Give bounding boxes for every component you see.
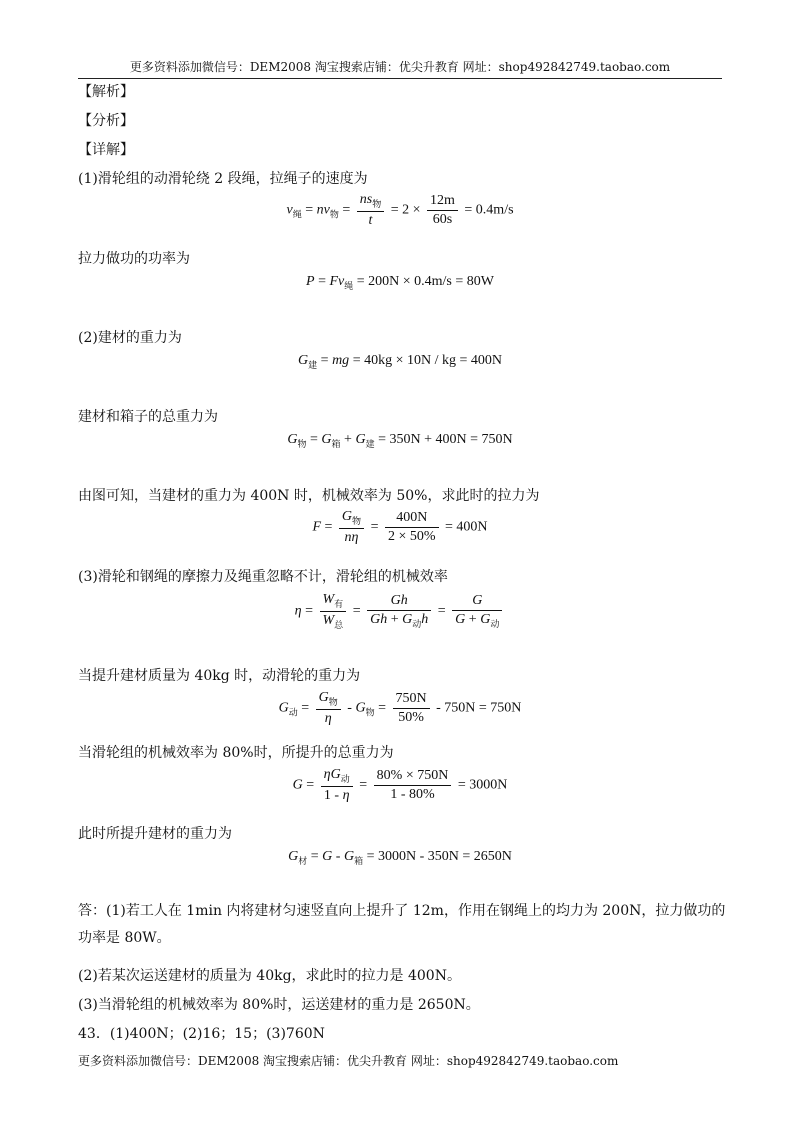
paragraph-power: 拉力做功的功率为 bbox=[78, 251, 190, 267]
formula-total-gravity: G = $\frac{\eta G_动}{1 - \eta}$ = $\frac{80\% \times 750N}{1 - 80\%}$ = 3000N bbox=[292, 767, 508, 803]
formula-material-gravity: $G_材 = G - G_箱 = 3000N - 350N = 2650N$ bbox=[288, 849, 512, 866]
formula-efficiency: η = $\frac{W_有}{W_总}$ = $\frac{Gh}{Gh + G_动h}$ = $\frac{G}{G + G_动}$ bbox=[0, 592, 800, 631]
answer-1: 答：(1)若工人在 1min 内将建材匀速竖直向上提升了 12m，作用在钢绳上的均力为 200N，拉力做功的功率是 80W。 bbox=[78, 903, 726, 946]
page-header: 更多资料添加微信号：DEM2008 淘宝搜索店铺：优尖升教育 网址：shop492842749.taobao.com bbox=[78, 58, 722, 79]
paragraph-total-gravity: 当滑轮组的机械效率为 80%时，所提升的总重力为 bbox=[78, 745, 394, 761]
paragraph-pulley-weight: 当提升建材质量为 40kg 时，动滑轮的重力为 bbox=[78, 668, 361, 684]
answer-2: (2)若某次运送建材的质量为 40kg，求此时的拉力是 400N。 bbox=[78, 968, 461, 984]
answer-3: (3)当滑轮组的机械效率为 80%时，运送建材的重力是 2650N。 bbox=[78, 997, 480, 1013]
answer-4: 43．(1)400N；(2)16；15；(3)760N bbox=[78, 1026, 325, 1042]
formula-pull-force: F = $\frac{G_物}{n\eta}$ = $\frac{400N}{2 \times 50\%}$ = 400N bbox=[312, 509, 488, 545]
formula-pulley-weight: $G_动$ = $\frac{G_物}{\eta}$ - $G_物$ = $\frac{750N}{50\%}$ - 750N = 750N bbox=[278, 690, 522, 726]
paragraph-rope-speed: (1)滑轮组的动滑轮绕 2 段绳，拉绳子的速度为 bbox=[78, 171, 368, 187]
label-fenxi: 【分析】 bbox=[78, 113, 134, 129]
formula-power: $P = Fv_绳 = 200N \times 0.4m/s = 80W$ bbox=[306, 274, 494, 291]
formula-material-weight: $G_建$ = mg = 40kg × 10N / kg = 400N bbox=[298, 353, 502, 370]
paragraph-efficiency: (3)滑轮和钢绳的摩擦力及绳重忽略不计，滑轮组的机械效率 bbox=[78, 569, 448, 585]
page-footer: 更多资料添加微信号：DEM2008 淘宝搜索店铺：优尖升教育 网址：shop492842749.taobao.com bbox=[78, 1054, 619, 1068]
label-xiangjie: 【详解】 bbox=[78, 142, 134, 158]
paragraph-material-weight: (2)建材的重力为 bbox=[78, 330, 182, 346]
label-jiexi: 【解析】 bbox=[78, 84, 134, 100]
formula-total-weight: $G_物 = G_箱 + G_建 = 350N + 400N = 750N$ bbox=[287, 432, 513, 449]
paragraph-material-gravity: 此时所提升建材的重力为 bbox=[78, 826, 232, 842]
formula-rope-speed: $v_绳 = nv_物$ = $\frac{ns_物}{t}$ = 2 × $\frac{12m}{60s}$ = 0.4m/s bbox=[286, 192, 514, 228]
paragraph-pull-force: 由图可知，当建材的重力为 400N 时，机械效率为 50%，求此时的拉力为 bbox=[78, 488, 540, 504]
paragraph-total-weight: 建材和箱子的总重力为 bbox=[78, 409, 218, 425]
